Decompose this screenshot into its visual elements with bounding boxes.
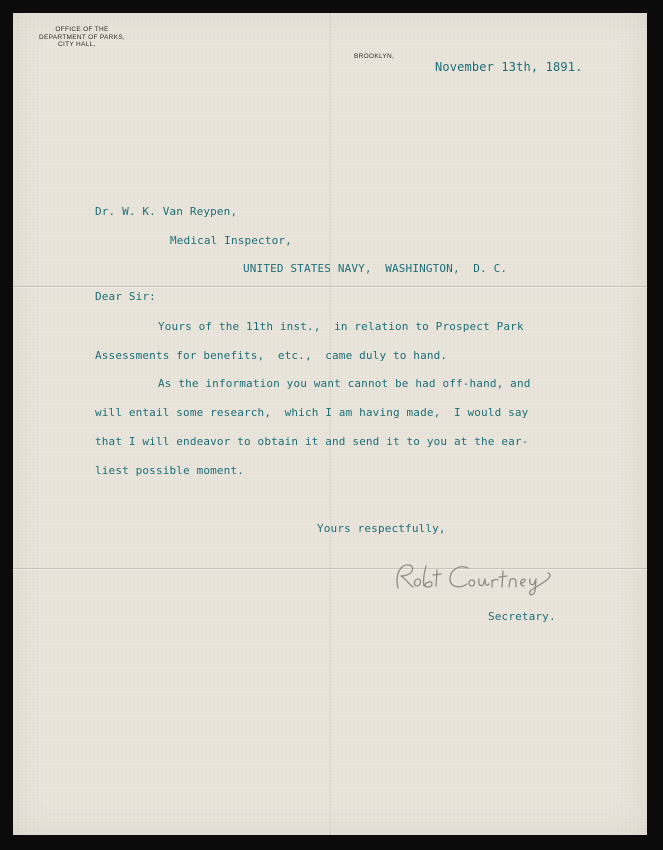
place-name: BROOKLYN, [354,53,395,60]
salutation: Dear Sir: [95,290,156,303]
closing: Yours respectfully, [317,522,446,535]
recipient-title: Medical Inspector, [170,234,292,247]
body-line: liest possible moment. [95,464,244,477]
body-line: Assessments for benefits, etc., came duly to hand. [95,349,448,362]
letterhead-line-3: CITY HALL, [58,41,96,48]
fold-line-vertical [330,13,331,835]
recipient-organization: UNITED STATES NAVY, WASHINGTON, D. C. [243,262,508,275]
letterhead-line-2: DEPARTMENT OF PARKS, [38,33,126,41]
letter-date: November 13th, 1891. [435,60,583,74]
signer-title: Secretary. [488,610,556,623]
letterhead [22,26,142,49]
letterhead-line-1: OFFICE OF THE [55,26,109,33]
body-line: will entail some research, which I am having made, I would say [95,406,529,419]
body-line: Yours of the 11th inst., in relation to Prospect Park [158,320,524,333]
body-line: that I will endeavor to obtain it and send it to you at the ear- [95,435,529,448]
handwritten-signature [382,558,562,598]
recipient-name: Dr. W. K. Van Reypen, [95,205,238,218]
body-line: As the information you want cannot be had off-hand, and [158,377,531,390]
letter-page [13,13,647,835]
